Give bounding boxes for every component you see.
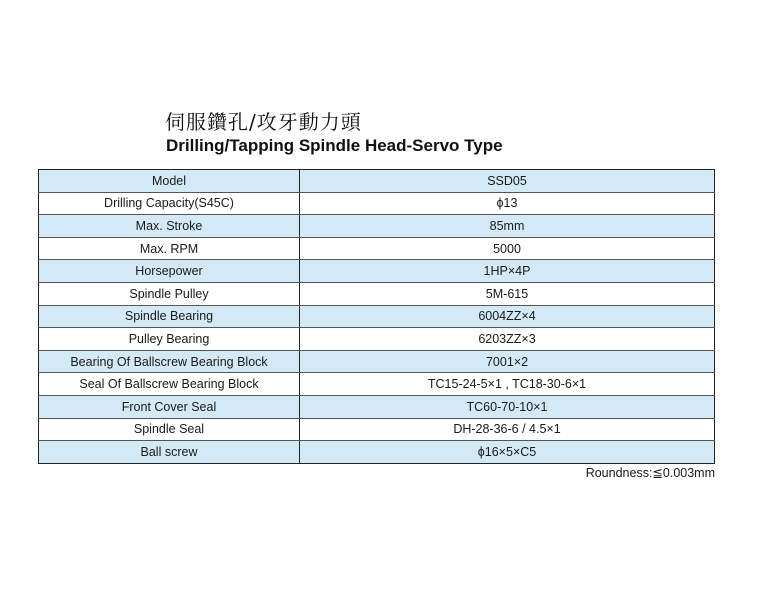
table-row xyxy=(39,328,715,351)
spec-value: TC60-70-10×1 xyxy=(300,395,715,418)
spec-label: Bearing Of Ballscrew Bearing Block xyxy=(39,350,300,373)
table-row xyxy=(39,350,715,373)
table-row xyxy=(39,373,715,396)
spec-label: Ball screw xyxy=(39,441,300,464)
spec-label: Max. Stroke xyxy=(39,215,300,238)
table-row xyxy=(39,418,715,441)
spec-value: 7001×2 xyxy=(300,350,715,373)
table-row xyxy=(39,215,715,238)
roundness-note: Roundness:≦0.003mm xyxy=(585,466,715,480)
spec-label: Max. RPM xyxy=(39,237,300,260)
table-row xyxy=(39,441,715,464)
spec-value: 5000 xyxy=(300,237,715,260)
spec-label: Front Cover Seal xyxy=(39,395,300,418)
page-title-english: Drilling/Tapping Spindle Head-Servo Type xyxy=(166,136,503,155)
spec-value: SSD05 xyxy=(300,170,715,193)
table-row xyxy=(39,192,715,215)
spec-value: ϕ13 xyxy=(300,192,715,215)
spec-value: ϕ16×5×C5 xyxy=(300,441,715,464)
spec-value: DH-28-36-6 / 4.5×1 xyxy=(300,418,715,441)
spec-label: Model xyxy=(39,170,300,193)
spec-value: 6203ZZ×3 xyxy=(300,328,715,351)
table-row xyxy=(39,170,715,193)
spec-value: 85mm xyxy=(300,215,715,238)
spec-label: Spindle Seal xyxy=(39,418,300,441)
table-row xyxy=(39,282,715,305)
table-row xyxy=(39,260,715,283)
spec-label: Pulley Bearing xyxy=(39,328,300,351)
table-row xyxy=(39,305,715,328)
spec-label: Drilling Capacity(S45C) xyxy=(39,192,300,215)
spec-value: TC15-24-5×1 , TC18-30-6×1 xyxy=(300,373,715,396)
spec-label: Spindle Bearing xyxy=(39,305,300,328)
spec-label: Spindle Pulley xyxy=(39,282,300,305)
spec-table xyxy=(38,169,715,464)
spec-label: Seal Of Ballscrew Bearing Block xyxy=(39,373,300,396)
spec-value: 6004ZZ×4 xyxy=(300,305,715,328)
table-row xyxy=(39,395,715,418)
spec-value: 1HP×4P xyxy=(300,260,715,283)
page-title-chinese: 伺服鑽孔/攻牙動力頭 xyxy=(165,110,362,134)
table-row xyxy=(39,237,715,260)
spec-value: 5M-615 xyxy=(300,282,715,305)
spec-label: Horsepower xyxy=(39,260,300,283)
